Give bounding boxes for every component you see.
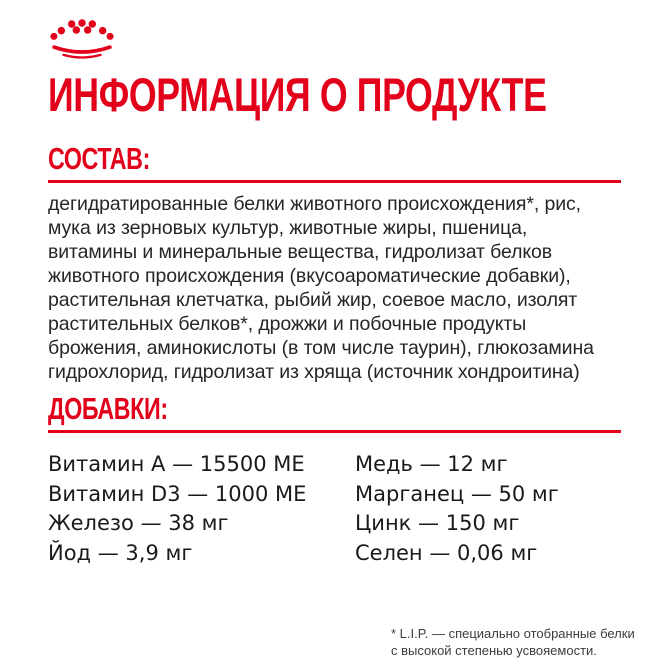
additives-column-left — [48, 450, 355, 568]
footnote-line: с высокой степенью усвояемости. — [391, 642, 597, 658]
additives-column-right — [355, 450, 621, 568]
additives-list — [48, 450, 621, 568]
composition-line: животного происхождения (вкусоароматические добавки), — [48, 265, 571, 287]
composition-text — [48, 192, 621, 384]
composition-line: растительная клетчатка, рыбий жир, соевое масло, изолят — [48, 289, 578, 311]
additive-item: Железо — 38 мг — [48, 511, 229, 535]
additive-item: Витамин A — 15500 МЕ — [48, 452, 305, 476]
composition-divider — [48, 180, 621, 183]
composition-line: растительных белков*, дрожжи и побочные продукты — [48, 313, 527, 335]
lip-footnote — [391, 626, 647, 659]
additive-item: Витамин D3 — 1000 МЕ — [48, 481, 307, 506]
composition-line: витамины и минеральные вещества, гидролизат белков — [48, 241, 553, 263]
composition-line: брожения, аминокислоты (в том числе таурин), глюкозамина — [48, 337, 594, 359]
composition-line: мука из зерновых культур, животные жиры, пшеница, — [48, 217, 528, 239]
composition-section — [48, 141, 621, 384]
additive-item: Цинк — 150 мг — [355, 511, 520, 535]
additive-item: Марганец — 50 мг — [355, 481, 559, 506]
composition-heading: СОСТАВ: — [48, 141, 150, 176]
additives-section — [48, 391, 621, 568]
composition-line: гидрохлорид, гидролизат из хряща (источник хондроитина) — [48, 361, 580, 383]
additive-item: Медь — 12 мг — [355, 452, 508, 476]
additive-item: Йод — 3,9 мг — [48, 540, 193, 565]
composition-line: дегидратированные белки животного происхождения*, рис, — [48, 193, 582, 215]
footnote-line: * L.I.P. — специально отобранные белки — [391, 626, 635, 641]
additive-item: Селен — 0,06 мг — [355, 540, 538, 565]
page-title: ИНФОРМАЦИЯ О ПРОДУКТЕ — [48, 68, 547, 121]
royal-canin-crown-icon — [50, 18, 114, 67]
additives-divider — [48, 430, 621, 433]
additives-heading: ДОБАВКИ: — [48, 391, 168, 426]
